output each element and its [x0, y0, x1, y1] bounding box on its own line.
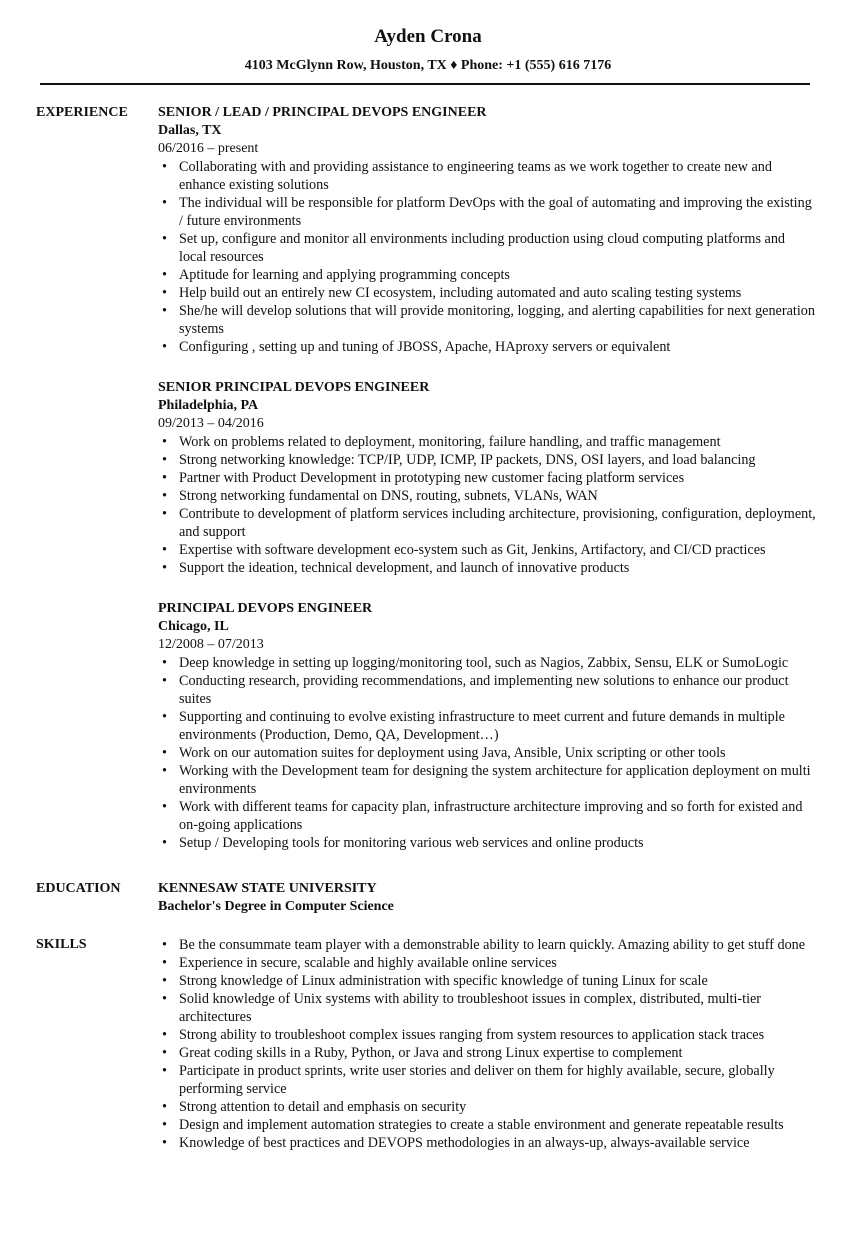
skill-item: • Strong attention to detail and emphasis on security: [158, 1098, 816, 1116]
job-entry: [158, 379, 816, 577]
candidate-name: Ayden Crona: [374, 26, 482, 47]
bullet-item: • Collaborating with and providing assistance to engineering teams as we work together to create new and enhance existing solutions: [158, 158, 816, 194]
resume-header: [40, 24, 816, 75]
job-title: PRINCIPAL DEVOPS ENGINEER: [158, 601, 373, 616]
bullet-item: • Set up, configure and monitor all environments including production using cloud computing platforms and local resources: [158, 230, 816, 266]
skill-item: • Strong ability to troubleshoot complex issues ranging from system resources to application stack traces: [158, 1026, 816, 1044]
skill-item: • Experience in secure, scalable and highly available online services: [158, 954, 816, 972]
job-bullets: [158, 433, 816, 577]
job-bullets: [158, 654, 816, 852]
bullet-item: • Supporting and continuing to evolve existing infrastructure to meet current and future demands in multiple environments (Production, Demo, QA, Development…): [158, 708, 816, 744]
bullet-item: • Configuring , setting up and tuning of JBOSS, Apache, HAproxy servers or equivalent: [158, 338, 816, 356]
skills-label: SKILLS: [36, 937, 87, 952]
bullet-item: • Contribute to development of platform services including architecture, provisioning, configuration, deployment, and support: [158, 505, 816, 541]
bullet-item: • Aptitude for learning and applying programming concepts: [158, 266, 816, 284]
bullet-item: • Strong networking knowledge: TCP/IP, UDP, ICMP, IP packets, DNS, OSI layers, and load balancing: [158, 451, 816, 469]
degree: Bachelor's Degree in Computer Science: [158, 899, 394, 914]
job-entry: [158, 600, 816, 852]
skills-list: [158, 936, 816, 1152]
experience-body: [158, 104, 816, 852]
bullet-item: • Work on problems related to deployment, monitoring, failure handling, and traffic management: [158, 433, 816, 451]
job-dates: 09/2013 – 04/2016: [158, 416, 264, 431]
education-label: EDUCATION: [36, 881, 121, 896]
bullet-item: • Deep knowledge in setting up logging/monitoring tool, such as Nagios, Zabbix, Sensu, ELK or SumoLogic: [158, 654, 816, 672]
bullet-item: • Work on our automation suites for deployment using Java, Ansible, Unix scripting or other tools: [158, 744, 816, 762]
experience-label: EXPERIENCE: [36, 105, 128, 120]
skill-item: • Knowledge of best practices and DEVOPS methodologies in an always-up, always-available service: [158, 1134, 816, 1152]
education-section: [36, 880, 816, 916]
school-name: KENNESAW STATE UNIVERSITY: [158, 881, 377, 896]
job-title: SENIOR PRINCIPAL DEVOPS ENGINEER: [158, 380, 430, 395]
job-dates: 06/2016 – present: [158, 141, 259, 156]
skill-item: • Great coding skills in a Ruby, Python, or Java and strong Linux expertise to complement: [158, 1044, 816, 1062]
contact-line: 4103 McGlynn Row, Houston, TX ♦ Phone: +1 (555) 616 7176: [244, 58, 612, 73]
job-entry: [158, 104, 816, 356]
bullet-item: • Support the ideation, technical development, and launch of innovative products: [158, 559, 816, 577]
bullet-item: • Conducting research, providing recommendations, and implementing new solutions to enhance our product suites: [158, 672, 816, 708]
skill-item: • Strong knowledge of Linux administration with specific knowledge of tuning Linux for scale: [158, 972, 816, 990]
skill-item: • Participate in product sprints, write user stories and deliver on them for highly available, secure, globally performing service: [158, 1062, 816, 1098]
skill-item: • Solid knowledge of Unix systems with ability to troubleshoot issues in complex, distributed, multi-tier architectures: [158, 990, 816, 1026]
bullet-item: • Work with different teams for capacity plan, infrastructure architecture improving and so forth for existed and on-going applications: [158, 798, 816, 834]
job-location: Dallas, TX: [158, 123, 222, 138]
job-location: Philadelphia, PA: [158, 398, 259, 413]
job-bullets: [158, 158, 816, 356]
skills-section: [36, 936, 816, 1152]
education-body: [158, 880, 816, 916]
bullet-item: • She/he will develop solutions that will provide monitoring, logging, and alerting capabilities for next generation systems: [158, 302, 816, 338]
experience-section: [36, 104, 816, 852]
bullet-item: • Partner with Product Development in prototyping new customer facing platform services: [158, 469, 816, 487]
job-dates: 12/2008 – 07/2013: [158, 637, 264, 652]
bullet-item: • Setup / Developing tools for monitoring various web services and online products: [158, 834, 816, 852]
bullet-item: • Expertise with software development eco-system such as Git, Jenkins, Artifactory, and CI/CD practices: [158, 541, 816, 559]
job-title: SENIOR / LEAD / PRINCIPAL DEVOPS ENGINEER: [158, 105, 487, 120]
job-location: Chicago, IL: [158, 619, 229, 634]
header-divider: [40, 83, 810, 85]
bullet-item: • The individual will be responsible for platform DevOps with the goal of automating and improving the existing / future environments: [158, 194, 816, 230]
skill-item: • Design and implement automation strategies to create a stable environment and generate repeatable results: [158, 1116, 816, 1134]
bullet-item: • Strong networking fundamental on DNS, routing, subnets, VLANs, WAN: [158, 487, 816, 505]
bullet-item: • Help build out an entirely new CI ecosystem, including automated and auto scaling testing systems: [158, 284, 816, 302]
skills-body: [158, 936, 816, 1152]
bullet-item: • Working with the Development team for designing the system architecture for application deployment on multi environments: [158, 762, 816, 798]
skill-item: • Be the consummate team player with a demonstrable ability to learn quickly. Amazing ability to get stuff done: [158, 936, 816, 954]
